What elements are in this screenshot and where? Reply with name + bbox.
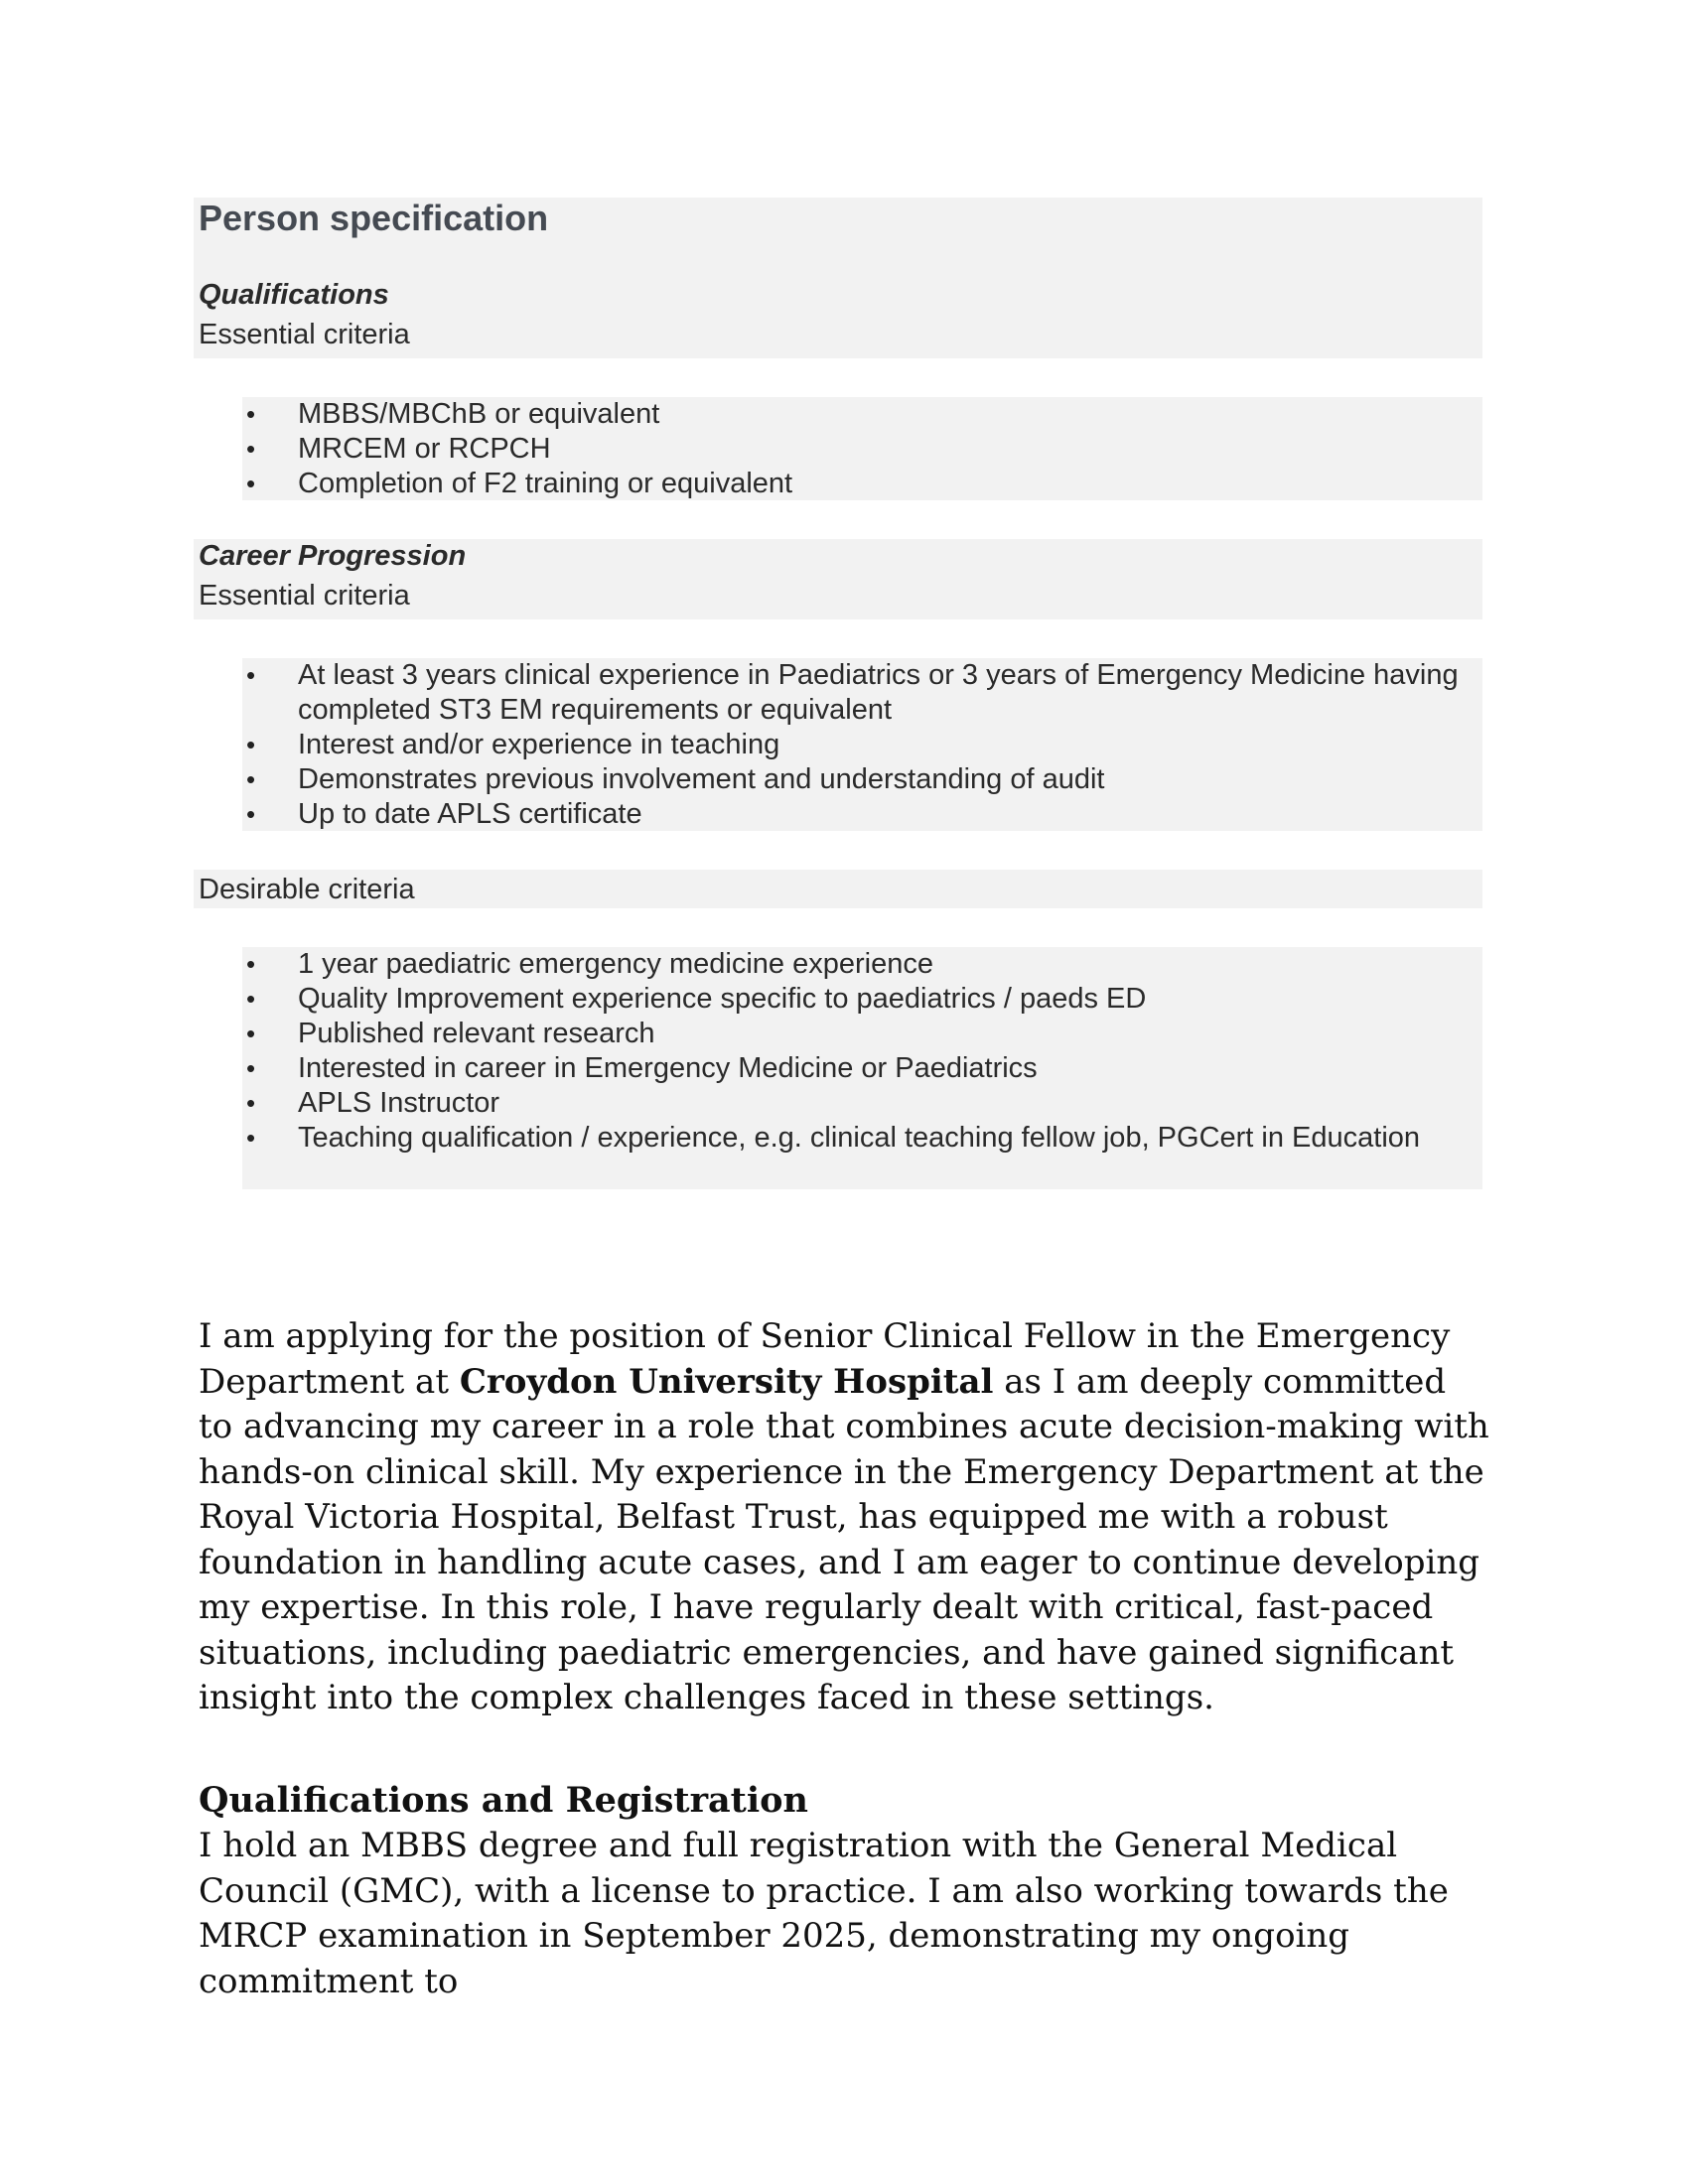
career-essential-label: Essential criteria bbox=[199, 580, 410, 612]
hospital-name: Croydon University Hospital bbox=[459, 1361, 994, 1402]
list-item: • MBBS/MBChB or equivalent bbox=[243, 397, 1475, 432]
list-item: • Teaching qualification / experience, e.g. clinical teaching fellow job, PGCert in Education bbox=[243, 1121, 1475, 1156]
intro-text-end: as I am deeply committed to advancing my career in a role that combines acute decision-making with hands-on clinical skill. My experience in the Emergency Department at the Royal Victoria Hospital, Belfast Trust, has equipped me with a robust foundation in handling acute cases, and I am eager to continue developing my expertise. In this role, I have regularly dealt with critical, fast-paced situations, including paediatric emergencies, and have gained significant insight into the complex challenges faced in these settings. bbox=[199, 1361, 1489, 1717]
list-item: • At least 3 years clinical experience in Paediatrics or 3 years of Emergency Medicine having completed ST3 EM requirements or equivalent bbox=[243, 658, 1475, 728]
qualifications-registration-section bbox=[199, 1778, 1489, 2004]
list-item: • Quality Improvement experience specific to paediatrics / paeds ED bbox=[243, 982, 1475, 1017]
desirable-list bbox=[243, 947, 1475, 1156]
qualifications-essential-label: Essential criteria bbox=[199, 319, 410, 350]
cover-letter-intro bbox=[199, 1314, 1489, 1721]
list-item: • Demonstrates previous involvement and understanding of audit bbox=[243, 762, 1475, 797]
list-item: • APLS Instructor bbox=[243, 1086, 1475, 1121]
page-title: Person specification bbox=[199, 198, 549, 238]
list-item: • 1 year paediatric emergency medicine experience bbox=[243, 947, 1475, 982]
list-item: • Published relevant research bbox=[243, 1017, 1475, 1051]
list-item: • MRCEM or RCPCH bbox=[243, 432, 1475, 467]
qualifications-essential-list bbox=[243, 397, 1475, 501]
qualifications-paragraph: I hold an MBBS degree and full registration with the General Medical Council (GMC), with a license to practice. I am also working towards the MRCP examination in September 2025, demonstrating my ongoing commitment to bbox=[199, 1826, 1449, 2001]
career-essential-list bbox=[243, 658, 1475, 832]
list-item: • Interest and/or experience in teaching bbox=[243, 728, 1475, 762]
intro-paragraph bbox=[199, 1314, 1489, 1721]
section-heading: Qualifications and Registration bbox=[199, 1780, 808, 1821]
career-progression-heading: Career Progression bbox=[199, 540, 467, 572]
list-item: • Completion of F2 training or equivalent bbox=[243, 467, 1475, 501]
desirable-label: Desirable criteria bbox=[199, 874, 415, 905]
qualifications-heading: Qualifications bbox=[199, 279, 389, 311]
intro-text-start: I am applying for the position of Senior Clinical Fellow in the Emergency Department at bbox=[199, 1316, 1451, 1402]
list-item: • Interested in career in Emergency Medicine or Paediatrics bbox=[243, 1051, 1475, 1086]
list-item: • Up to date APLS certificate bbox=[243, 797, 1475, 832]
